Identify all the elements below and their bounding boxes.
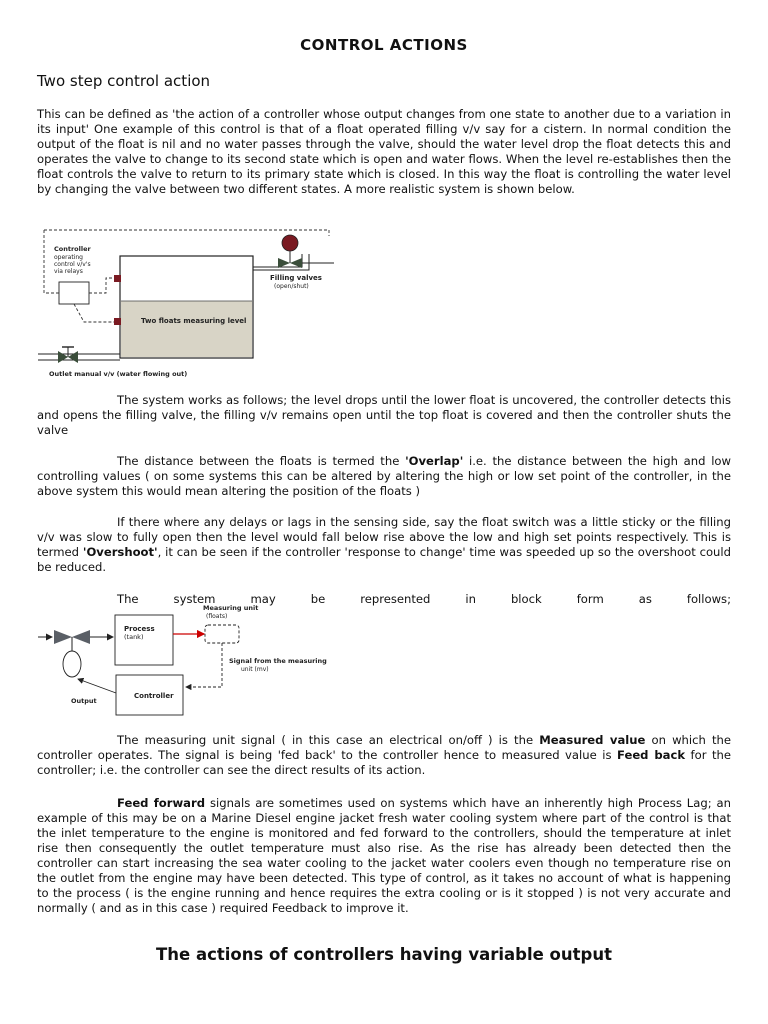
controller-box bbox=[59, 282, 89, 304]
svg-text:(floats): (floats) bbox=[206, 613, 228, 620]
svg-text:(tank): (tank) bbox=[124, 633, 144, 641]
feedback-line bbox=[186, 643, 222, 687]
paragraph-definition: This can be defined as 'the action of a controller whose output changes from one state to another due to a variation in its input' One example of this control is that of a float operated filling v/v say for a cistern. In normal condition the output of the float is nil and no water passes through the valve, should the water level drop the float detects this and operates the valve to change to its second state which is open and water flows. When the level re-establishes then the float controls the valve to return to its primary state which is closed. In this way the float is controlling the water level by changing the valve between two different states. A more realistic system is shown below. bbox=[37, 107, 731, 196]
section-heading-two-step: Two step control action bbox=[37, 72, 211, 90]
water-level bbox=[121, 301, 252, 357]
control-valve-icon bbox=[54, 630, 72, 644]
floats-label: Two floats measuring level bbox=[141, 317, 247, 325]
outlet-valve-label: Outlet manual v/v (water flowing out) bbox=[49, 370, 188, 378]
svg-text:via relays: via relays bbox=[54, 268, 83, 275]
signal-label: Signal from the measuring bbox=[229, 657, 327, 665]
output-label: Output bbox=[71, 697, 97, 705]
paragraph-system-works: The system works as follows; the level drops until the lower float is uncovered, the controller detects this and opens the filling valve, the filling v/v remains open until the top float is covered and then the controller shuts the valve bbox=[37, 393, 731, 437]
paragraph-overshoot: If there where any delays or lags in the sensing side, say the float switch was a little sticky or the filling v/v was slow to fully open then the level would fall below rise above the low and high set points respectively. This is termed 'Overshoot', it can be seen if the controller 'response to change' time was speeded up so the overshoot could be reduced. bbox=[37, 515, 731, 574]
paragraph-overlap: The distance between the floats is termed the 'Overlap' i.e. the distance between the high and low controlling values ( on some systems this can be altered by altering the high or low set point of the controller, in the above system this would mean altering the position of the floats ) bbox=[37, 454, 731, 498]
svg-text:Measuring unit: Measuring unit bbox=[203, 604, 259, 612]
paragraph-measured-value: The measuring unit signal ( in this case an electrical on/off ) is the Measured value on which the controller operates. The signal is being 'fed back' to the controller hence to measured value is Feed back for the controller; i.e. the controller can see the direct results of its action. bbox=[37, 733, 731, 777]
filling-valve-label: Filling valves bbox=[270, 274, 322, 282]
controller-label: Controller bbox=[54, 245, 91, 253]
filling-valve-actuator-icon bbox=[282, 235, 298, 251]
tank-float-control-diagram bbox=[34, 226, 344, 382]
block-diagram bbox=[36, 604, 327, 726]
valve-actuator-icon bbox=[63, 651, 81, 677]
svg-text:unit (mv): unit (mv) bbox=[241, 666, 269, 673]
lower-float-icon bbox=[114, 318, 121, 325]
svg-text:control v/v's: control v/v's bbox=[54, 261, 91, 268]
paragraph-block-form: The system may be represented in block form as follows; bbox=[117, 592, 731, 606]
page-title: CONTROL ACTIONS bbox=[300, 36, 468, 54]
svg-text:Process: Process bbox=[124, 625, 155, 633]
inlet-pipe bbox=[253, 254, 302, 267]
svg-text:operating: operating bbox=[54, 254, 83, 261]
section-heading-variable-output: The actions of controllers having variable output bbox=[156, 945, 612, 964]
upper-float-icon bbox=[114, 275, 121, 282]
outlet-valve-icon bbox=[58, 351, 68, 363]
measuring-unit-block bbox=[205, 625, 239, 643]
svg-text:Controller: Controller bbox=[134, 692, 174, 700]
svg-text:(open/shut): (open/shut) bbox=[274, 283, 309, 290]
paragraph-feed-forward: Feed forward signals are sometimes used on systems which have an inherently high Process Lag; an example of this may be on a Marine Diesel engine jacket fresh water cooling system where part of the control is that the inlet temperature to the engine is monitored and fed forward to the controllers, should the temperature at inlet rise then consequently the outlet temperature must also rise. As the rise has already been detected then the controller can start increasing the sea water cooling to the jacket water coolers even though no temperature rise on the outlet from the engine may have been detected. This type of control, as it takes no account of what is happening to the process ( is the engine running and hence requires the extra cooling or is it stopped ) is not very accurate and normally ( and as in this case ) required Feedback to improve it. bbox=[37, 796, 731, 915]
